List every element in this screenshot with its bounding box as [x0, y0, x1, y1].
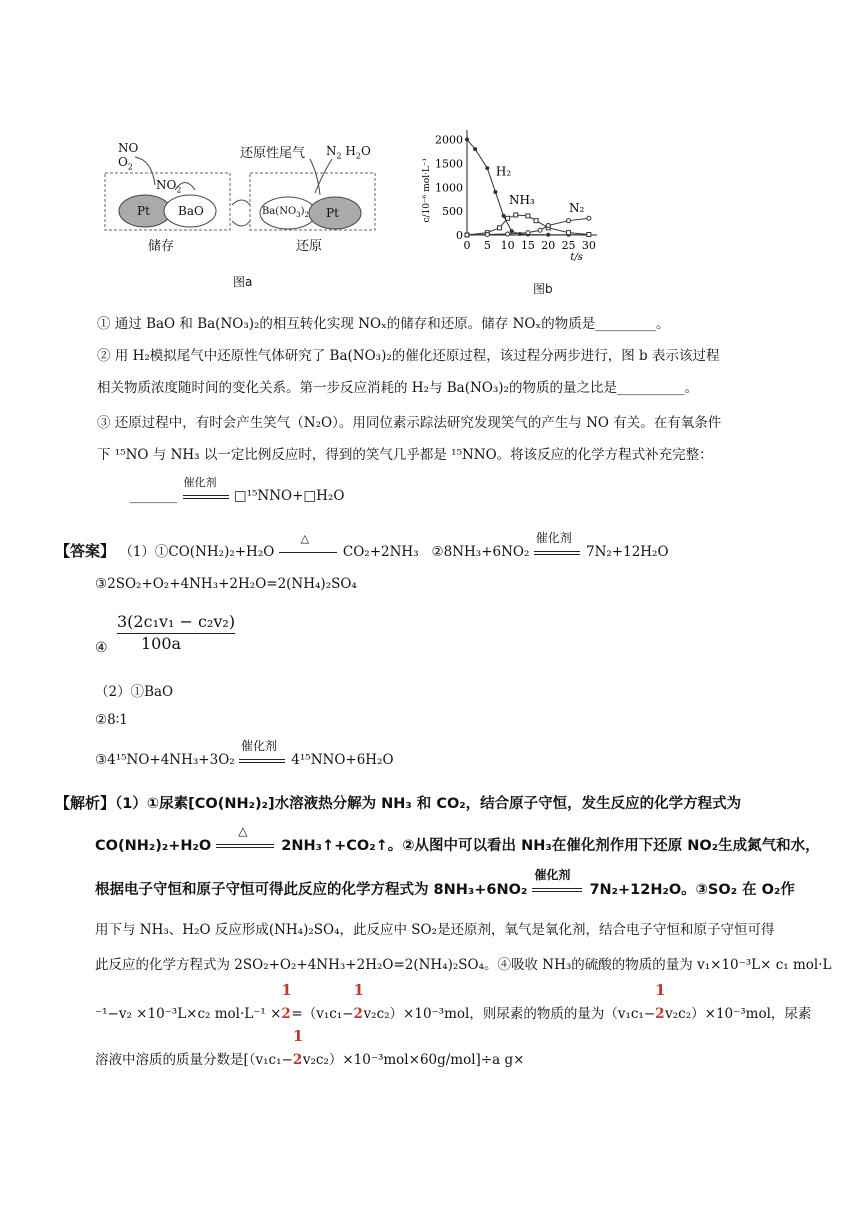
no2-label: $NO_2$	[156, 178, 182, 195]
data-point	[485, 166, 489, 170]
x-tick-label: 0	[463, 239, 471, 252]
data-point	[526, 231, 530, 235]
answer-heading: 【答案】	[55, 542, 116, 560]
data-point	[587, 233, 591, 237]
data-point	[506, 232, 510, 236]
data-point	[465, 233, 469, 237]
half-fraction: 1 2	[655, 981, 666, 1022]
x-tick-label: 30	[581, 239, 596, 252]
question-2-line2: 相关物质浓度随时间的变化关系。第一步反应消耗的 H₂与 Ba(NO₃)₂的物质的量之比是__________。	[97, 380, 698, 396]
data-point	[485, 233, 489, 237]
data-point	[567, 231, 571, 235]
analysis-line4: 用下与 NH₃、H₂O 反应形成(NH₄)₂SO₄，此反应中 SO₂是还原剂，氧气是氧化剂，结合电子守恒和原子守恒可得	[95, 922, 775, 938]
cycle-arrow-top	[232, 200, 250, 205]
half-fraction: 1 2	[292, 1027, 304, 1068]
figure-b	[415, 118, 615, 298]
series-label: NH₃	[508, 192, 535, 207]
x-tick-label: 20	[541, 239, 556, 252]
series-label: N₂	[569, 201, 585, 216]
y-tick-label: 2000	[435, 133, 463, 147]
data-point	[473, 147, 477, 151]
data-point	[534, 219, 538, 223]
exhaust-arrow	[310, 159, 320, 195]
catalyst-sign: 催化剂	[532, 882, 584, 898]
data-point	[546, 223, 550, 227]
y-tick-label: 500	[442, 205, 463, 219]
storage-caption: 储存	[148, 239, 175, 254]
half-fraction: 1 2	[353, 981, 364, 1022]
figure-b-chart	[415, 118, 615, 278]
question-2-line1: ② 用 H₂模拟尾气中还原性气体研究了 Ba(NO₃)₂的催化还原过程，该过程分两步进行，图 b 表示该过程	[97, 348, 720, 364]
analysis-line7: 溶液中溶质的质量分数是[（v₁c₁− 1 2v₂c₂）×10⁻³mol×60g/mol]÷a g×	[95, 1027, 525, 1068]
analysis-line3: 根据电子守恒和原子守恒可得此反应的化学方程式为 8NH₃+6NO₂ 催化剂 7N₂+12H₂O。③SO₂ 在 O₂作	[95, 868, 795, 898]
catalyst-sign: 催化剂	[182, 486, 230, 506]
y-tick-label: 1000	[435, 181, 463, 195]
analysis-line5: 此反应的化学方程式为 2SO₂+O₂+4NH₃+2H₂O=2(NH₄)₂SO₄。④吸收 NH₃的硫酸的物质的量为 v₁×10⁻³L× c₁ mol·L	[95, 957, 832, 973]
pt-label: Pt	[137, 204, 150, 218]
data-point	[506, 216, 510, 220]
data-point	[510, 229, 514, 233]
exhaust-label: 还原性尾气	[240, 146, 306, 161]
data-point	[526, 214, 530, 218]
half-fraction: 1 2	[281, 981, 292, 1022]
bano3-label: $Ba(NO_3)_2$	[262, 206, 310, 219]
data-point	[493, 190, 497, 194]
product-arrow	[315, 159, 332, 193]
analysis-line6: ⁻¹−v₂ ×10⁻³L×c₂ mol·L⁻¹ × 1 2=（v₁c₁− 1 2v₂c₂）×10⁻³mol，则尿素的物质的量为（v₁c₁− 1 2v₂c₂）×10⁻³mol，尿素	[95, 981, 812, 1022]
question-3-line1: ③ 还原过程中，有时会产生笑气（N₂O）。用同位素示踪法研究发现笑气的产生与 NO 有关。在有氧条件	[97, 415, 722, 431]
figure-b-caption: 图b	[533, 282, 553, 296]
n2-h2o-label: $N_2$ $H_2O$	[326, 144, 371, 161]
data-point	[465, 138, 469, 142]
x-tick-label: 15	[520, 239, 535, 252]
heat-sign: △	[216, 838, 276, 854]
analysis-line1: 【解析】（1）①尿素[CO(NH₂)₂]水溶液热分解为 NH₃ 和 CO₂，结合原子守恒，发生反应的化学方程式为	[55, 794, 742, 812]
figure-a-caption: 图a	[233, 275, 253, 289]
answer-line6: ③4¹⁵NO+4NH₃+3O₂ 催化剂 4¹⁵NNO+6H₂O	[95, 739, 394, 768]
figure-a	[100, 135, 400, 295]
data-point	[514, 213, 518, 217]
data-point	[502, 214, 506, 218]
answer-line2: ③2SO₂+O₂+4NH₃+2H₂O=2(NH₄)₂SO₄	[95, 576, 357, 592]
data-point	[498, 226, 502, 230]
catalyst-sign: 催化剂	[534, 544, 582, 560]
data-point	[567, 219, 571, 223]
y-tick-label: 0	[456, 229, 463, 242]
cycle-arrow-bottom	[232, 221, 250, 226]
x-axis-label: t/s	[570, 252, 583, 263]
x-tick-label: 5	[483, 239, 491, 252]
y-tick-label: 1500	[435, 157, 463, 171]
question-3-line2: 下 ¹⁵NO 与 NH₃ 以一定比例反应时，得到的笑气几乎都是 ¹⁵NNO。将该反应的化学方程式补充完整：	[97, 447, 713, 463]
question-1: ① 通过 BaO 和 Ba(NO₃)₂的相互转化实现 NOₓ的储存和还原。储存 NOₓ的物质是_________。	[97, 316, 670, 332]
equation-blank: _______	[130, 488, 178, 504]
data-point	[587, 216, 591, 220]
bao-label: BaO	[178, 204, 204, 218]
data-point	[546, 233, 550, 237]
answer-line4: （2）①BaO	[95, 684, 174, 700]
series-label: H₂	[495, 164, 512, 179]
question-3-equation: _______ 催化剂 □¹⁵NNO+□H₂O	[130, 476, 345, 504]
pt2-label: Pt	[326, 206, 339, 220]
fraction: 3(2c₁v₁ − c₂v₂) 100a	[117, 612, 236, 653]
x-tick-label: 10	[500, 239, 515, 252]
answer-line1: 【答案】 （1）①CO(NH₂)₂+H₂O △ CO₂+2NH₃ ②8NH₃+6NO₂ 催化剂 7N₂+12H₂O	[55, 531, 669, 560]
analysis-heading: 【解析】	[55, 794, 116, 812]
x-tick-label: 25	[561, 239, 576, 252]
y-axis-label: c/10⁻⁶ mol·L⁻¹	[422, 157, 432, 223]
heat-arrow: △	[279, 544, 339, 560]
no-o2-label: NO $O_2$	[118, 141, 139, 172]
reduction-caption: 还原	[296, 239, 323, 254]
catalyst-sign: 催化剂	[239, 752, 287, 768]
data-point	[538, 228, 542, 232]
answer-line5: ②8∶1	[95, 712, 128, 728]
analysis-line2: CO(NH₂)₂+H₂O △ 2NH₃↑+CO₂↑。②从图中可以看出 NH₃在催化剂作用下还原 NO₂生成氮气和水，	[95, 824, 820, 854]
